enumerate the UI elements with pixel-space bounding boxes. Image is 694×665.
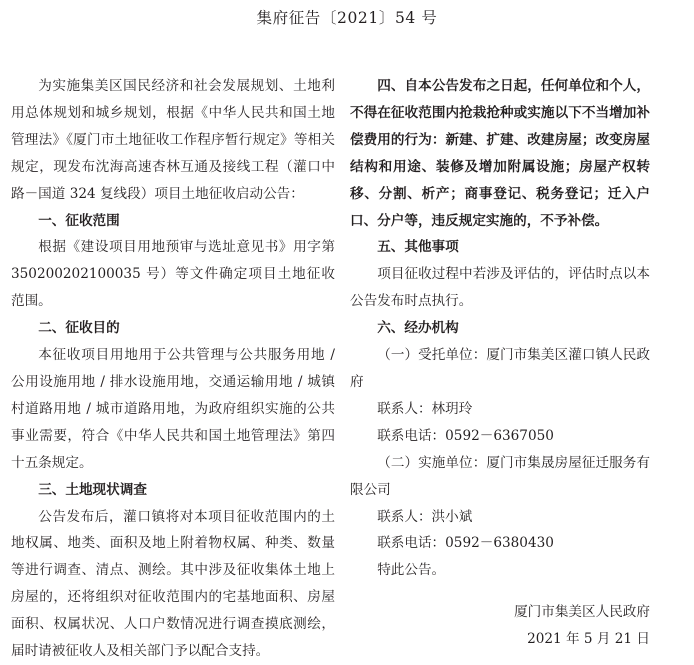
section-body-purpose: 本征收项目用地用于公共管理与公共服务用地 / 公用设施用地 / 排水设施用地，交通运输用地 / 城镇村道路用地 / 城市道路用地，为政府组织实施的公共事业需要，符合《中华人民共和国土地管理法》第四十五条规定。 bbox=[11, 347, 335, 471]
agency-entrusted-phone: 联系电话：0592－6367050 bbox=[377, 427, 554, 444]
section-heading-agencies: 六、经办机构 bbox=[377, 320, 459, 337]
agency-implementing-contact: 联系人：洪小斌 bbox=[377, 508, 473, 525]
section-body-survey: 公告发布后，灌口镇将对本项目征收范围内的土地权属、地类、面积及地上附着物权属、种类、数量等进行调查、清点、测绘。其中涉及征收集体土地上房屋的，还将组织对征收范围内的宅基地面积、房屋面积、权属状况、人口户数情况进行调查摸底测绘，届时请被征收人及相关部门予以配合支持。 bbox=[11, 508, 335, 660]
intro-paragraph: 为实施集美区国民经济和社会发展规划、土地利用总体规划和城乡规划，根据《中华人民共和国土地管理法》《厦门市土地征收工作程序暂行规定》等相关规定，现发布沈海高速杏林互通及接线工程（灌口中路－国道 324 复线段）项目土地征收启动公告： bbox=[11, 78, 335, 202]
document-number: 集府征告〔2021〕54 号 bbox=[256, 9, 438, 27]
signature-organization: 厦门市集美区人民政府 bbox=[514, 604, 650, 621]
signature-date: 2021 年 5 月 21 日 bbox=[527, 631, 650, 648]
agency-entrusted-contact: 联系人：林玥玲 bbox=[377, 400, 473, 417]
agency-implementing-phone: 联系电话：0592－6380430 bbox=[377, 535, 554, 552]
agency-entrusted: （一）受托单位：厦门市集美区灌口镇人民政府 bbox=[350, 347, 650, 390]
section-body-scope: 根据《建设项目用地预审与选址意见书》用字第 350200202100035 号）等文件确定项目土地征收范围。 bbox=[11, 239, 335, 310]
right-column bbox=[350, 73, 650, 653]
left-column bbox=[11, 73, 335, 665]
section-body-other: 项目征收过程中若涉及评估的，评估时点以本公告发布时点执行。 bbox=[350, 266, 650, 310]
section-heading-other: 五、其他事项 bbox=[377, 239, 459, 256]
section-restrictions: 四、自本公告发布之日起，任何单位和个人，不得在征收范围内抢栽抢种或实施以下不当增加补偿费用的行为：新建、扩建、改建房屋；改变房屋结构和用途、装修及增加附属设施；房屋产权转移、分割、析产；商事登记、税务登记；迁入户口、分户等，违反规定实施的，不予补偿。 bbox=[350, 78, 650, 229]
closing-statement: 特此公告。 bbox=[377, 562, 446, 579]
section-heading-scope: 一、征收范围 bbox=[38, 212, 120, 229]
section-heading-purpose: 二、征收目的 bbox=[38, 320, 120, 337]
section-heading-survey: 三、土地现状调查 bbox=[38, 481, 147, 498]
agency-implementing: （二）实施单位：厦门市集晟房屋征迁服务有限公司 bbox=[350, 454, 650, 498]
signature-spacer bbox=[350, 584, 650, 599]
